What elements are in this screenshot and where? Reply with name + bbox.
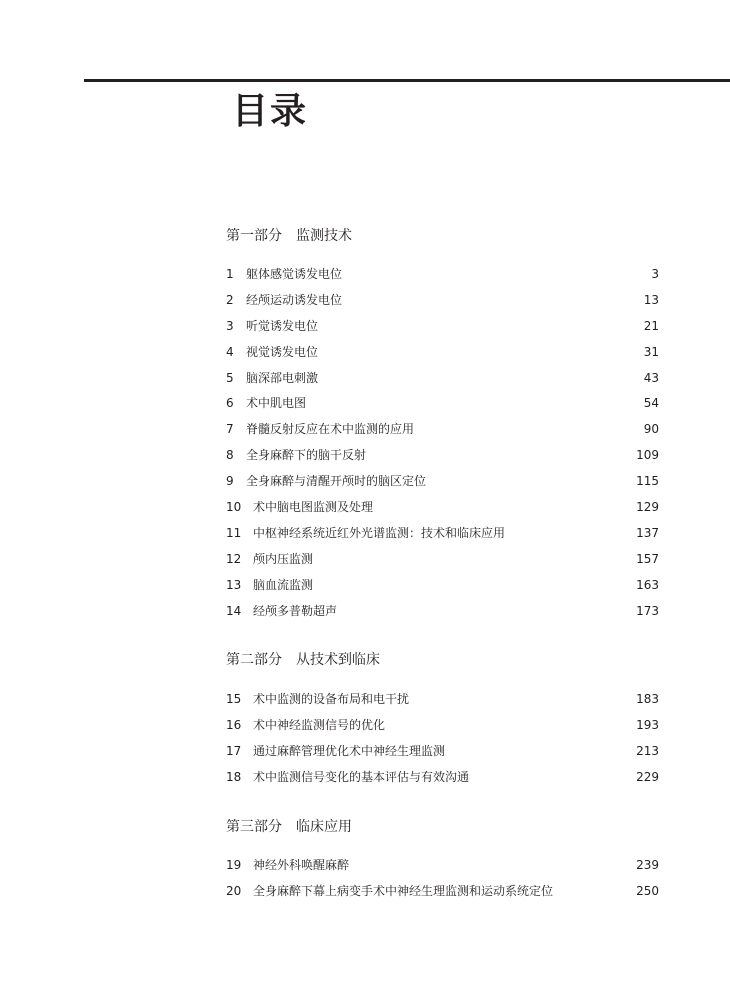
chapter-page: 193	[636, 717, 659, 732]
chapter-number: 1	[226, 267, 234, 281]
part-label: 第三部分	[226, 819, 282, 835]
chapter-page: 54	[643, 396, 659, 411]
toc-entry[interactable]	[226, 768, 659, 794]
chapter-page: 173	[636, 603, 659, 618]
chapter-page: 239	[636, 858, 659, 872]
toc-entry[interactable]	[226, 343, 659, 369]
toc-entry[interactable]	[226, 265, 659, 291]
chapter-title: 颅内压监测	[253, 551, 314, 566]
chapter-title: 神经外科唤醒麻醉	[253, 858, 350, 872]
chapter-title: 听觉诱发电位	[246, 318, 319, 333]
chapter-title: 术中神经监测信号的优化	[253, 717, 386, 732]
toc-list-part-2	[226, 690, 659, 794]
top-rule	[84, 79, 730, 82]
chapter-page: 163	[636, 577, 659, 592]
chapter-page: 183	[636, 692, 659, 706]
chapter-number: 4	[226, 344, 234, 359]
toc-entry[interactable]	[226, 856, 659, 882]
part-heading-2	[226, 650, 380, 670]
part-label: 第一部分	[226, 228, 282, 244]
chapter-number: 15	[226, 692, 242, 706]
toc-entry[interactable]	[226, 550, 659, 576]
chapter-page: 157	[636, 551, 659, 566]
toc-entry[interactable]	[226, 576, 659, 602]
chapter-page: 21	[643, 318, 659, 333]
chapter-number: 12	[226, 551, 242, 566]
chapter-title: 全身麻醉下的脑干反射	[246, 448, 367, 463]
chapter-number: 10	[226, 500, 242, 515]
chapter-number: 9	[226, 474, 234, 489]
chapter-title: 中枢神经系统近红外光谱监测：技术和临床应用	[253, 525, 506, 540]
toc-entry[interactable]	[226, 690, 659, 716]
chapter-number: 8	[226, 448, 234, 463]
part-label: 第二部分	[226, 652, 282, 668]
chapter-page: 250	[636, 883, 659, 898]
chapter-title: 术中监测信号变化的基本评估与有效沟通	[253, 769, 470, 784]
chapter-page: 137	[636, 525, 659, 540]
chapter-number: 16	[226, 717, 242, 732]
chapter-page: 90	[643, 422, 659, 437]
chapter-number: 13	[226, 577, 242, 592]
chapter-title: 术中肌电图	[246, 396, 307, 411]
part-name: 从技术到临床	[296, 652, 380, 668]
chapter-title: 经颅多普勒超声	[253, 603, 338, 618]
chapter-number: 20	[226, 883, 242, 898]
part-heading-1	[226, 226, 352, 246]
chapter-number: 2	[226, 292, 234, 307]
chapter-page: 115	[636, 474, 659, 489]
toc-entry[interactable]	[226, 472, 659, 498]
part-heading-3	[226, 817, 352, 837]
toc-list-part-1	[226, 265, 659, 627]
chapter-title: 经颅运动诱发电位	[246, 292, 343, 307]
toc-entry[interactable]	[226, 882, 659, 908]
toc-entry[interactable]	[226, 602, 659, 628]
chapter-title: 躯体感觉诱发电位	[246, 267, 343, 281]
chapter-page: 3	[651, 267, 659, 281]
toc-entry[interactable]	[226, 369, 659, 395]
chapter-number: 18	[226, 769, 242, 784]
chapter-title: 通过麻醉管理优化术中神经生理监测	[253, 743, 446, 758]
chapter-title: 术中脑电图监测及处理	[253, 500, 374, 515]
chapter-number: 19	[226, 858, 242, 872]
chapter-number: 17	[226, 743, 242, 758]
chapter-number: 6	[226, 396, 234, 411]
chapter-page: 129	[636, 500, 659, 515]
toc-entry[interactable]	[226, 394, 659, 420]
toc-entry[interactable]	[226, 317, 659, 343]
toc-entry[interactable]	[226, 716, 659, 742]
chapter-title: 脑血流监测	[253, 577, 314, 592]
chapter-number: 3	[226, 318, 234, 333]
chapter-number: 11	[226, 525, 242, 540]
toc-entry[interactable]	[226, 498, 659, 524]
chapter-page: 43	[643, 370, 659, 385]
part-name: 临床应用	[296, 819, 352, 835]
toc-entry[interactable]	[226, 291, 659, 317]
toc-entry[interactable]	[226, 446, 659, 472]
chapter-page: 229	[636, 769, 659, 784]
toc-entry[interactable]	[226, 524, 659, 550]
toc-entry[interactable]	[226, 742, 659, 768]
chapter-page: 13	[643, 292, 659, 307]
chapter-page: 213	[636, 743, 659, 758]
toc-entry[interactable]	[226, 420, 659, 446]
chapter-page: 31	[643, 344, 659, 359]
chapter-title: 脑深部电刺激	[246, 370, 319, 385]
toc-list-part-3	[226, 856, 659, 908]
page-title: 目录	[232, 91, 309, 132]
chapter-number: 14	[226, 603, 242, 618]
chapter-page: 109	[636, 448, 659, 463]
chapter-title: 视觉诱发电位	[246, 344, 319, 359]
part-name: 监测技术	[296, 228, 352, 244]
chapter-title: 全身麻醉与清醒开颅时的脑区定位	[246, 474, 427, 489]
chapter-title: 脊髓反射反应在术中监测的应用	[246, 422, 415, 437]
chapter-title: 全身麻醉下幕上病变手术中神经生理监测和运动系统定位	[253, 883, 554, 898]
chapter-title: 术中监测的设备布局和电干扰	[253, 692, 410, 706]
chapter-number: 7	[226, 422, 234, 437]
chapter-number: 5	[226, 370, 234, 385]
